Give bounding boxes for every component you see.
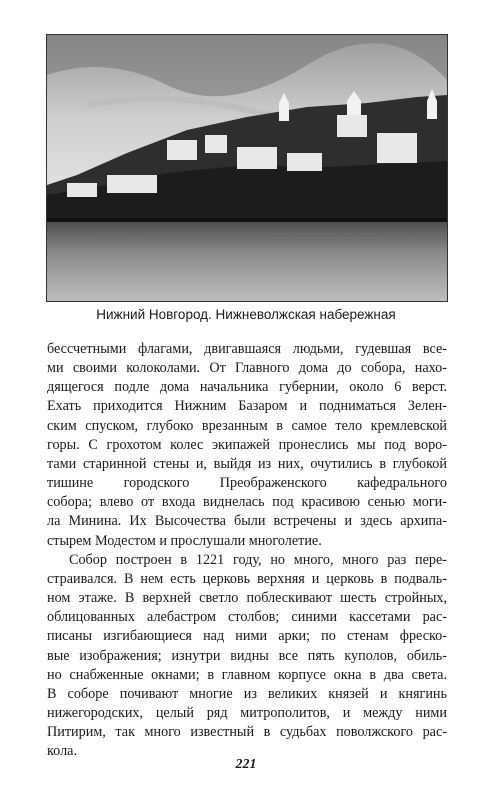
text-line: горы. С грохотом колес экипажей пронеслись мы под воро-	[47, 436, 447, 453]
text-line: Собор построен в 1221 году, но много, много раз пере-	[69, 551, 447, 568]
text-line: тишине городского Преображенского кафедрального	[47, 475, 447, 492]
page-number: 221	[235, 757, 257, 772]
text-line: тами старинной стены и, выйдя из них, очутились в глубокой	[47, 455, 447, 472]
text-line: ном этаже. В верхней светло поблескивают шесть стройных,	[47, 590, 447, 607]
text-line: писаны изгибающиеся над ними арки; по стенам фреско-	[47, 628, 447, 645]
text-line: Ехать приходится Нижним Базаром и подниматься Зелен-	[47, 398, 447, 415]
photo-caption: Нижний Новгород. Нижневолжская набережная	[96, 307, 396, 322]
text-line: но снабженные окнами; в главном корпусе окна в два света.	[47, 666, 447, 683]
text-line: стырем Модестом и прослушали многолетие.	[47, 532, 322, 549]
river	[47, 220, 447, 301]
text-line: бессчетными флагами, двигавшаяся людьми, гудевшая все-	[47, 341, 447, 357]
text-line: вые изображения; изнутри видны все пять куполов, обиль-	[47, 647, 447, 664]
text-line: ми своими колоколами. От Главного дома до собора, нахо-	[47, 360, 447, 377]
text-line: страивался. В нем есть церковь верхняя и церковь в подваль-	[47, 570, 447, 587]
text-line: дящегося подле дома начальника губернии, около 6 верст.	[47, 379, 447, 396]
text-line: кола.	[47, 743, 78, 760]
text-line: ла Минина. Их Высочества были встречены и здесь архипа-	[47, 513, 447, 530]
text-line: собора; влево от входа виднелась под красивою сенью моги-	[47, 494, 447, 511]
body-text	[47, 340, 447, 761]
text-line: В соборе почивают многие из великих князей и княгинь	[47, 685, 447, 702]
embankment-photo	[46, 34, 448, 302]
text-line: нижегородских, целый ряд митрополитов, и между ними	[47, 704, 447, 721]
text-line: облицованных алебастром столбов; синими кассетами рас-	[47, 609, 447, 626]
text-line: Питирим, так много известный в судьбах поволжского рас-	[47, 724, 447, 741]
text-line: ским спуском, глубоко врезанным в самое тело кремлевской	[47, 417, 447, 434]
